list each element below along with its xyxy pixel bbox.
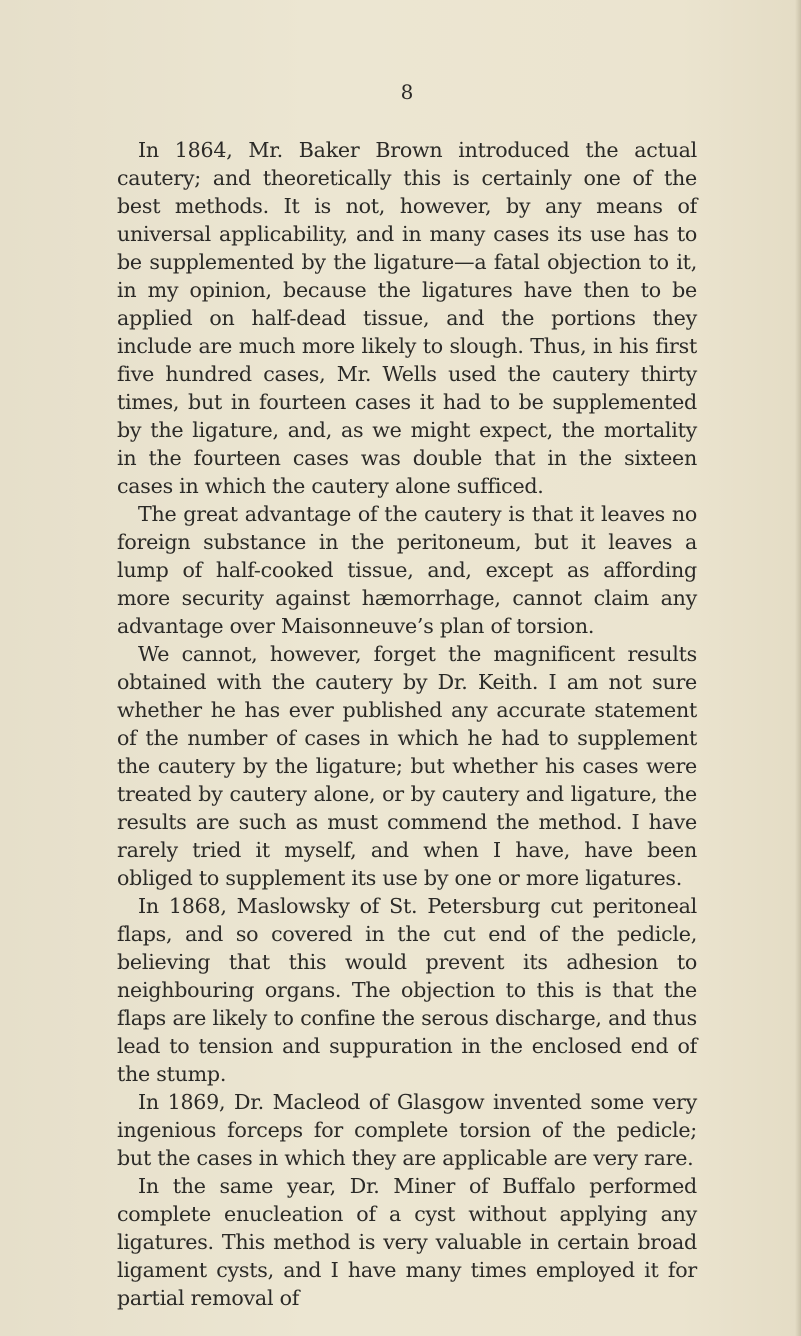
page-edge-shadow bbox=[795, 0, 801, 1336]
paragraph-miner: In the same year, Dr. Miner of Buffalo performed complete enucleation of a cyst without applying any ligatures. This method is very valuable in certain broad ligament cysts, and I have many times employed it for partial removal of bbox=[117, 1174, 697, 1310]
body-text bbox=[117, 136, 697, 1312]
page-number: 8 bbox=[400, 80, 414, 104]
paragraph-maslowsky: In 1868, Maslowsky of St. Petersburg cut peritoneal flaps, and so covered in the cut end of the pedicle, believing that this would prevent its adhesion to neighbouring organs. The objection to this is that the flaps are likely to confine the serous discharge, and thus lead to tension and suppuration in the enclosed end of the stump. bbox=[117, 894, 697, 1086]
paragraph-cautery-intro: In 1864, Mr. Baker Brown introduced the actual cautery; and theoretically this is certainly one of the best methods. It is not, however, by any means of universal applicability, and in many cases its use has to be supplemented by the ligature—a fatal objection to it, in my opinion, because the ligatures have then to be applied on half-dead tissue, and the portions they include are much more likely to slough. Thus, in his first five hundred cases, Mr. Wells used the cautery thirty times, but in fourteen cases it had to be supplemented by the ligature, and, as we might expect, the mortality in the fourteen cases was double that in the sixteen cases in which the cautery alone sufficed. bbox=[117, 138, 697, 498]
paragraph-cautery-advantage: The great advantage of the cautery is that it leaves no foreign substance in the peritoneum, but it leaves a lump of half-cooked tissue, and, except as affording more security against hæmorrhage, cannot claim any advantage over Maisonneuve’s plan of torsion. bbox=[117, 502, 697, 638]
paragraph-macleod: In 1869, Dr. Macleod of Glasgow invented some very ingenious forceps for complete torsion of the pedicle; but the cases in which they are applicable are very rare. bbox=[117, 1090, 697, 1170]
paragraph-keith-results: We cannot, however, forget the magnificent results obtained with the cautery by Dr. Keith. I am not sure whether he has ever published any accurate statement of the number of cases in which he had to supplement the cautery by the ligature; but whether his cases were treated by cautery alone, or by cautery and ligature, the results are such as must commend the method. I have rarely tried it myself, and when I have, have been obliged to supplement its use by one or more ligatures. bbox=[117, 642, 697, 890]
